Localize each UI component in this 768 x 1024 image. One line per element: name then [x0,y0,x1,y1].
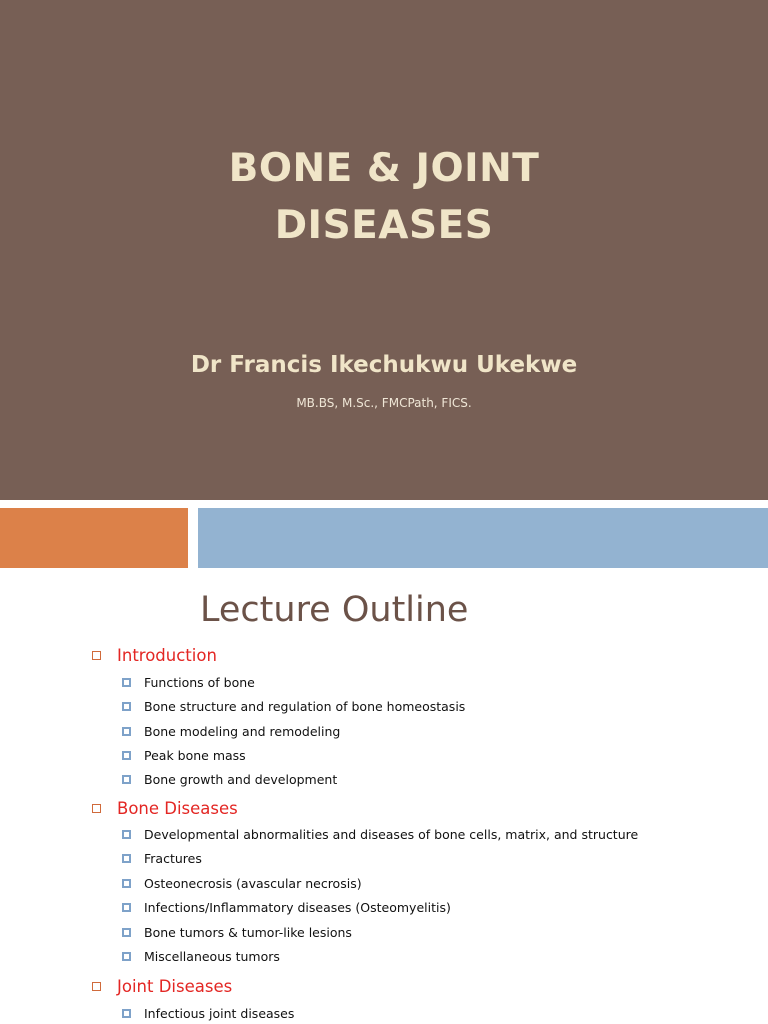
square-bullet-icon [122,751,131,760]
square-bullet-icon [122,830,131,839]
list-item-label: Infections/Inflammatory diseases (Osteomyelitis) [144,899,451,915]
square-bullet-icon [122,928,131,937]
list-item [122,1003,294,1023]
square-bullet-icon [122,879,131,888]
section-heading [92,643,217,667]
list-item-label: Bone structure and regulation of bone homeostasis [144,698,466,714]
author-credentials: MB.BS, M.Sc., FMCPath, FICS. [296,396,472,410]
section-heading-label: Introduction [117,645,217,665]
main-title-line-1: BONE & JOINT [228,146,540,191]
list-item [122,848,202,868]
list-item-label: Functions of bone [144,674,255,690]
list-item [122,824,638,844]
outline-title: Lecture Outline [200,590,469,630]
section-heading [92,796,238,820]
section-heading-label: Joint Diseases [117,976,233,996]
square-bullet-icon [122,952,131,961]
square-bullet-icon [122,702,131,711]
square-bullet-icon [122,854,131,863]
square-bullet-icon [122,1009,131,1018]
list-item [122,873,362,893]
list-item-label: Infectious joint diseases [144,1005,295,1021]
section-heading [92,974,232,998]
list-item [122,696,465,716]
square-bullet-icon [122,727,131,736]
main-title-line-2: DISEASES [274,203,494,248]
list-item-label: Peak bone mass [144,747,246,763]
list-item [122,721,340,741]
list-item [122,745,246,765]
list-item-label: Bone growth and development [144,771,338,787]
square-bullet-icon [122,678,131,687]
section-heading-label: Bone Diseases [117,798,238,818]
list-item-label: Fractures [144,850,202,866]
list-item-label: Bone tumors & tumor-like lesions [144,924,352,940]
square-bullet-icon [92,982,101,991]
list-item-label: Developmental abnormalities and diseases of bone cells, matrix, and structure [144,826,639,842]
author-name: Dr Francis Ikechukwu Ukekwe [190,352,578,378]
square-bullet-icon [122,903,131,912]
list-item-label: Miscellaneous tumors [144,948,280,964]
list-item-label: Bone modeling and remodeling [144,723,341,739]
list-item [122,922,352,942]
list-item [122,897,451,917]
square-bullet-icon [92,651,101,660]
square-bullet-icon [122,775,131,784]
list-item [122,769,337,789]
square-bullet-icon [92,804,101,813]
list-item-label: Osteonecrosis (avascular necrosis) [144,875,362,891]
list-item [122,946,280,966]
list-item [122,672,255,692]
